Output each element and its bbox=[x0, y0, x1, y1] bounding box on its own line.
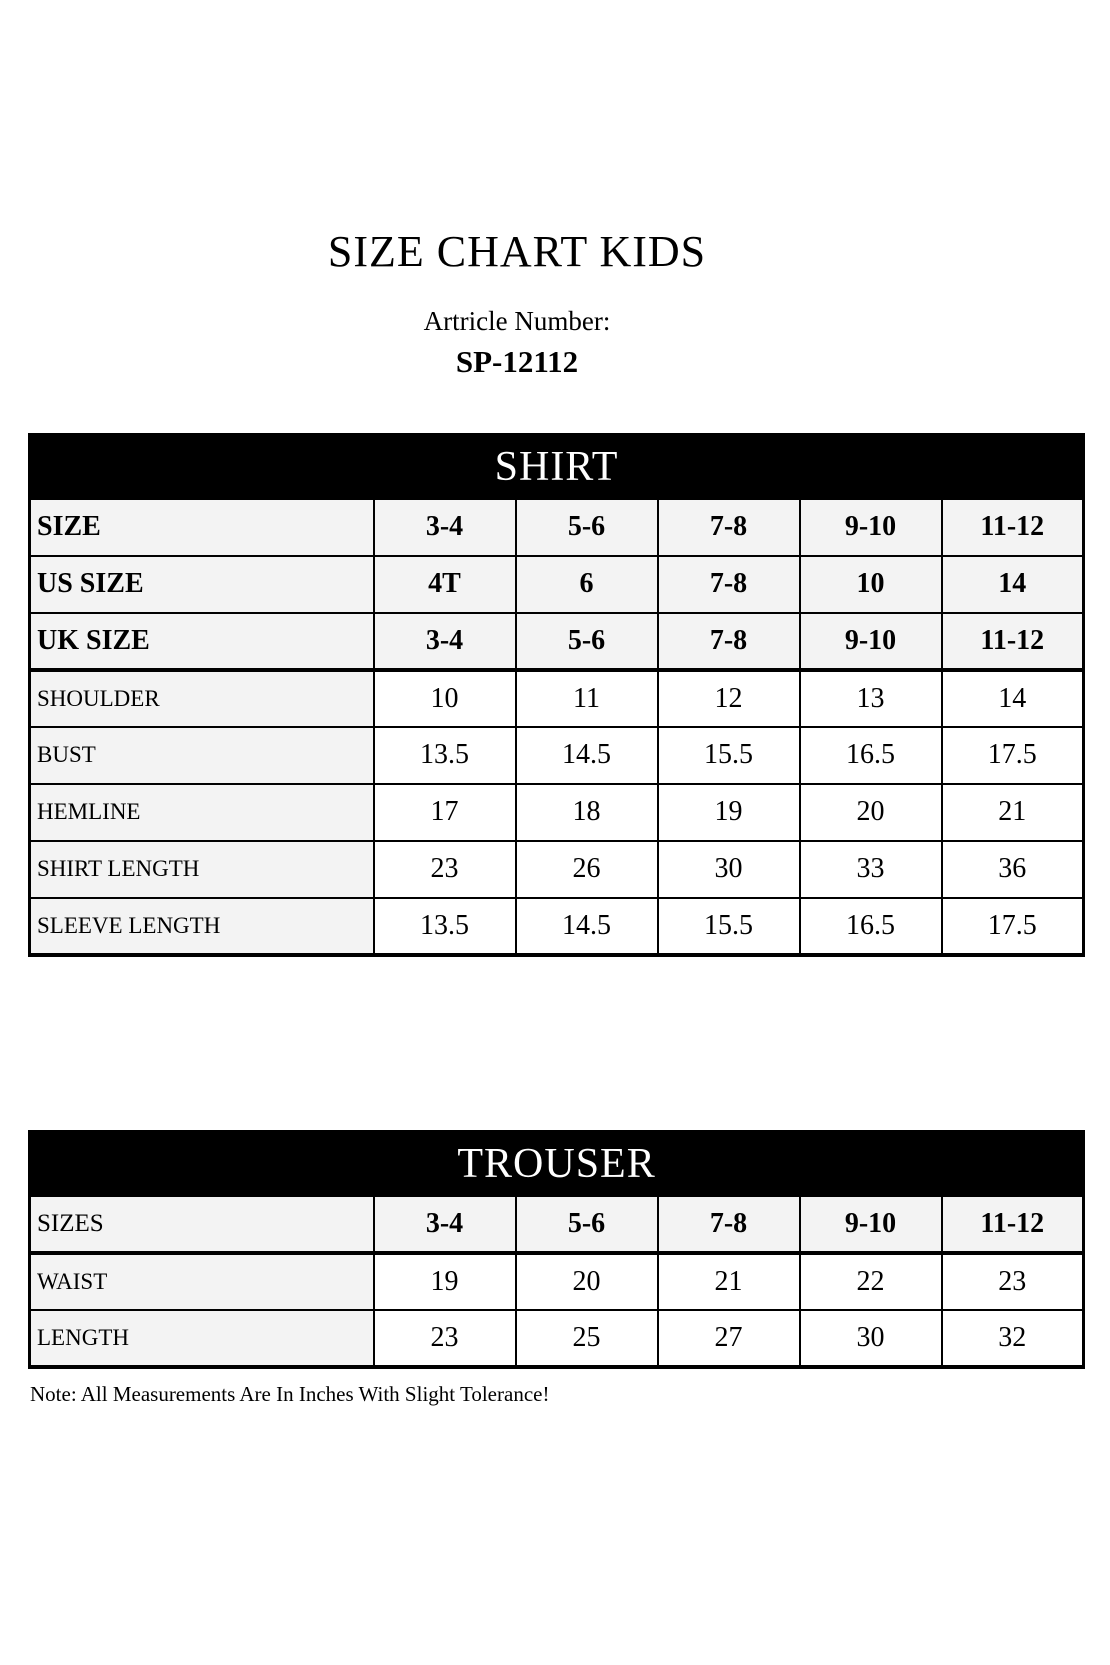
cell-value: 3-4 bbox=[374, 499, 516, 556]
cell-value: 11-12 bbox=[942, 1196, 1084, 1253]
trouser-size-table bbox=[28, 1130, 1085, 1369]
cell-value: 20 bbox=[516, 1253, 658, 1310]
cell-value: 4T bbox=[374, 556, 516, 613]
table-row bbox=[30, 1253, 1084, 1310]
cell-value: 21 bbox=[942, 784, 1084, 841]
table-row bbox=[30, 613, 1084, 670]
measurement-note: Note: All Measurements Are In Inches With Slight Tolerance! bbox=[30, 1382, 550, 1406]
cell-value: 36 bbox=[942, 841, 1084, 898]
cell-value: 15.5 bbox=[658, 727, 800, 784]
row-label: SHOULDER bbox=[30, 670, 374, 727]
cell-value: 30 bbox=[658, 841, 800, 898]
cell-value: 7-8 bbox=[658, 1196, 800, 1253]
cell-value: 10 bbox=[374, 670, 516, 727]
table-row bbox=[30, 499, 1084, 556]
table-row bbox=[30, 556, 1084, 613]
cell-value: 19 bbox=[374, 1253, 516, 1310]
cell-value: 13 bbox=[800, 670, 942, 727]
cell-value: 25 bbox=[516, 1310, 658, 1367]
cell-value: 22 bbox=[800, 1253, 942, 1310]
cell-value: 5-6 bbox=[516, 499, 658, 556]
cell-value: 16.5 bbox=[800, 898, 942, 955]
table-row bbox=[30, 841, 1084, 898]
cell-value: 17.5 bbox=[942, 898, 1084, 955]
cell-value: 7-8 bbox=[658, 556, 800, 613]
shirt-table-body bbox=[30, 499, 1084, 955]
cell-value: 26 bbox=[516, 841, 658, 898]
cell-value: 9-10 bbox=[800, 1196, 942, 1253]
cell-value: 14 bbox=[942, 556, 1084, 613]
cell-value: 17.5 bbox=[942, 727, 1084, 784]
shirt-size-table bbox=[28, 433, 1085, 957]
cell-value: 30 bbox=[800, 1310, 942, 1367]
cell-value: 20 bbox=[800, 784, 942, 841]
cell-value: 23 bbox=[374, 841, 516, 898]
cell-value: 9-10 bbox=[800, 499, 942, 556]
table-row bbox=[30, 670, 1084, 727]
cell-value: 5-6 bbox=[516, 1196, 658, 1253]
table-row bbox=[30, 784, 1084, 841]
cell-value: 17 bbox=[374, 784, 516, 841]
row-label: SLEEVE LENGTH bbox=[30, 898, 374, 955]
row-label: LENGTH bbox=[30, 1310, 374, 1367]
cell-value: 6 bbox=[516, 556, 658, 613]
cell-value: 9-10 bbox=[800, 613, 942, 670]
row-label: WAIST bbox=[30, 1253, 374, 1310]
cell-value: 7-8 bbox=[658, 613, 800, 670]
cell-value: 14 bbox=[942, 670, 1084, 727]
cell-value: 19 bbox=[658, 784, 800, 841]
cell-value: 3-4 bbox=[374, 613, 516, 670]
row-label: SIZE bbox=[30, 499, 374, 556]
shirt-table-title: SHIRT bbox=[30, 435, 1084, 499]
cell-value: 14.5 bbox=[516, 727, 658, 784]
cell-value: 3-4 bbox=[374, 1196, 516, 1253]
row-label: HEMLINE bbox=[30, 784, 374, 841]
row-label: UK SIZE bbox=[30, 613, 374, 670]
table-row bbox=[30, 1196, 1084, 1253]
cell-value: 11-12 bbox=[942, 613, 1084, 670]
trouser-table-title: TROUSER bbox=[30, 1132, 1084, 1196]
cell-value: 15.5 bbox=[658, 898, 800, 955]
cell-value: 27 bbox=[658, 1310, 800, 1367]
cell-value: 12 bbox=[658, 670, 800, 727]
cell-value: 11-12 bbox=[942, 499, 1084, 556]
cell-value: 16.5 bbox=[800, 727, 942, 784]
cell-value: 23 bbox=[942, 1253, 1084, 1310]
article-number-label: Artricle Number: bbox=[423, 306, 611, 336]
trouser-table-body bbox=[30, 1196, 1084, 1367]
trouser-table-header-band bbox=[30, 1132, 1084, 1196]
cell-value: 23 bbox=[374, 1310, 516, 1367]
table-row bbox=[30, 1310, 1084, 1367]
article-number-value: SP-12112 bbox=[455, 344, 579, 379]
cell-value: 13.5 bbox=[374, 727, 516, 784]
shirt-table-header-band bbox=[30, 435, 1084, 499]
row-label: SHIRT LENGTH bbox=[30, 841, 374, 898]
cell-value: 7-8 bbox=[658, 499, 800, 556]
cell-value: 5-6 bbox=[516, 613, 658, 670]
cell-value: 32 bbox=[942, 1310, 1084, 1367]
cell-value: 14.5 bbox=[516, 898, 658, 955]
table-row bbox=[30, 727, 1084, 784]
table-row bbox=[30, 898, 1084, 955]
cell-value: 11 bbox=[516, 670, 658, 727]
cell-value: 33 bbox=[800, 841, 942, 898]
cell-value: 21 bbox=[658, 1253, 800, 1310]
page-title: SIZE CHART KIDS bbox=[327, 227, 707, 276]
cell-value: 18 bbox=[516, 784, 658, 841]
row-label: BUST bbox=[30, 727, 374, 784]
cell-value: 13.5 bbox=[374, 898, 516, 955]
cell-value: 10 bbox=[800, 556, 942, 613]
row-label: US SIZE bbox=[30, 556, 374, 613]
row-label: SIZES bbox=[30, 1196, 374, 1253]
